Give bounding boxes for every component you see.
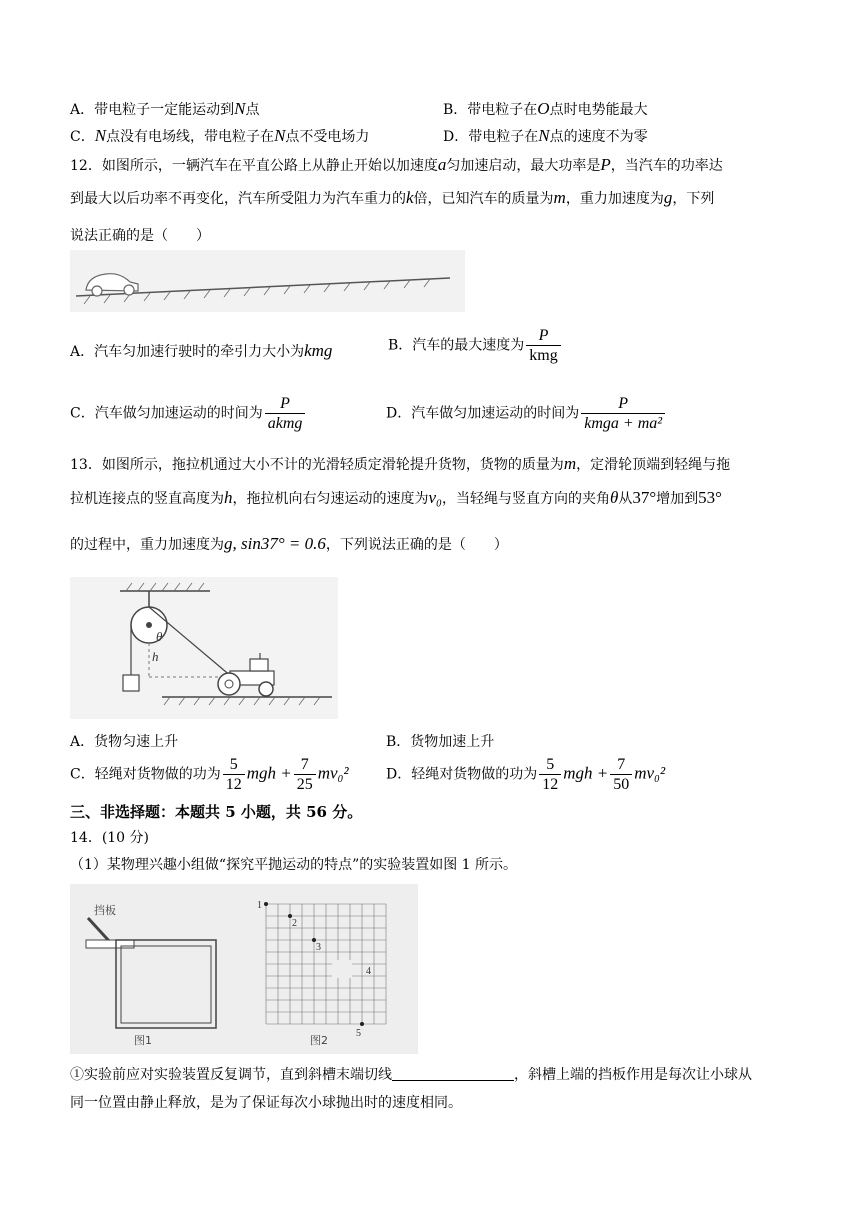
q12-option-a: A．汽车匀加速行驶时的牵引力大小为kmg: [70, 341, 333, 360]
q13-fig-theta: θ: [156, 629, 163, 644]
q13-option-c: C．轻绳对货物做的功为 $\frac{5}{12}$ mgh + $\frac{7}{25}$ mv₀²: [70, 756, 349, 793]
q12-car-figure: [70, 250, 465, 312]
q11-option-c: C．N点没有电场线，带电粒子在N点不受电场力: [70, 126, 370, 145]
section-heading: 三、非选择题：本题共 5 小题，共 56 分。: [70, 803, 363, 821]
q14-heading: 14．(10 分): [70, 830, 150, 846]
fig2-point-2: 2: [292, 918, 297, 929]
q12-option-b: B．汽车的最大速度为 $\frac{P}{\text{kmg}}$: [388, 326, 563, 365]
q14-step1-line1: ①实验前应对实验装置反复调节，直到斜槽末端切线 ，斜槽上端的挡板作用是每次让小球从: [70, 1067, 752, 1083]
q11-option-b: B．带电粒子在O点时电势能最大: [443, 99, 648, 118]
q13-option-d: D．轻绳对货物做的功为 $\frac{5}{12}$ mgh + $\frac{7}{50}$ mv₀²: [386, 756, 666, 793]
fig1-baffle-label: 挡板: [94, 904, 116, 917]
q12-stem-line3: 说法正确的是（ ）: [70, 228, 210, 244]
q11-option-d: D．带电粒子在N点的速度不为零: [443, 126, 648, 145]
answer-blank[interactable]: [392, 1066, 514, 1081]
q14-step1-line2: 同一位置由静止释放，是为了保证每次小球抛出时的速度相同。: [70, 1095, 462, 1111]
q13-stem-line3: 的过程中，重力加速度为g, sin37° = 0.6，下列说法正确的是（ ）: [70, 534, 508, 553]
q14-apparatus-figure: [70, 884, 418, 1054]
q12-stem-line1: 12．如图所示，一辆汽车在平直公路上从静止开始以加速度a匀加速启动，最大功率是P，当汽车的功率达: [70, 155, 723, 174]
fig2-point-3: 3: [316, 942, 321, 953]
q13-stem-line1: 13．如图所示，拖拉机通过大小不计的光滑轻质定滑轮提升货物，货物的质量为m，定滑轮顶端到轻绳与拖: [70, 454, 731, 473]
q13-stem-line2: 拉机连接点的竖直高度为h，拖拉机向右匀速运动的速度为v₀，当轻绳与竖直方向的夹角θ从37°增加到53°: [70, 488, 722, 507]
q12-stem-line2: 到最大以后功率不再变化，汽车所受阻力为汽车重力的k倍，已知汽车的质量为m，重力加速度为g，下列: [70, 188, 715, 207]
fig2-point-5: 5: [356, 1028, 361, 1039]
fig2-point-4: 4: [366, 966, 371, 977]
q12-option-c: C．汽车做匀加速运动的时间为 $\frac{P}{\text{akmg}}$: [70, 394, 307, 433]
fig1-caption: 图1: [134, 1034, 152, 1047]
fig2-caption: 图2: [310, 1034, 328, 1047]
fig2-point-1: 1: [257, 900, 262, 911]
q12-option-d: D．汽车做匀加速运动的时间为 $\frac{P}{\text{kmga + ma²}}$: [386, 394, 667, 433]
q13-tractor-figure: [70, 577, 338, 719]
q13-option-b: B．货物加速上升: [386, 734, 495, 750]
q14-part1-intro: （1）某物理兴趣小组做“探究平抛运动的特点”的实验装置如图 1 所示。: [70, 857, 518, 873]
q13-option-a: A．货物匀速上升: [70, 734, 179, 750]
q13-fig-h: h: [152, 649, 159, 664]
q11-option-a: A．带电粒子一定能运动到N点: [70, 99, 260, 118]
